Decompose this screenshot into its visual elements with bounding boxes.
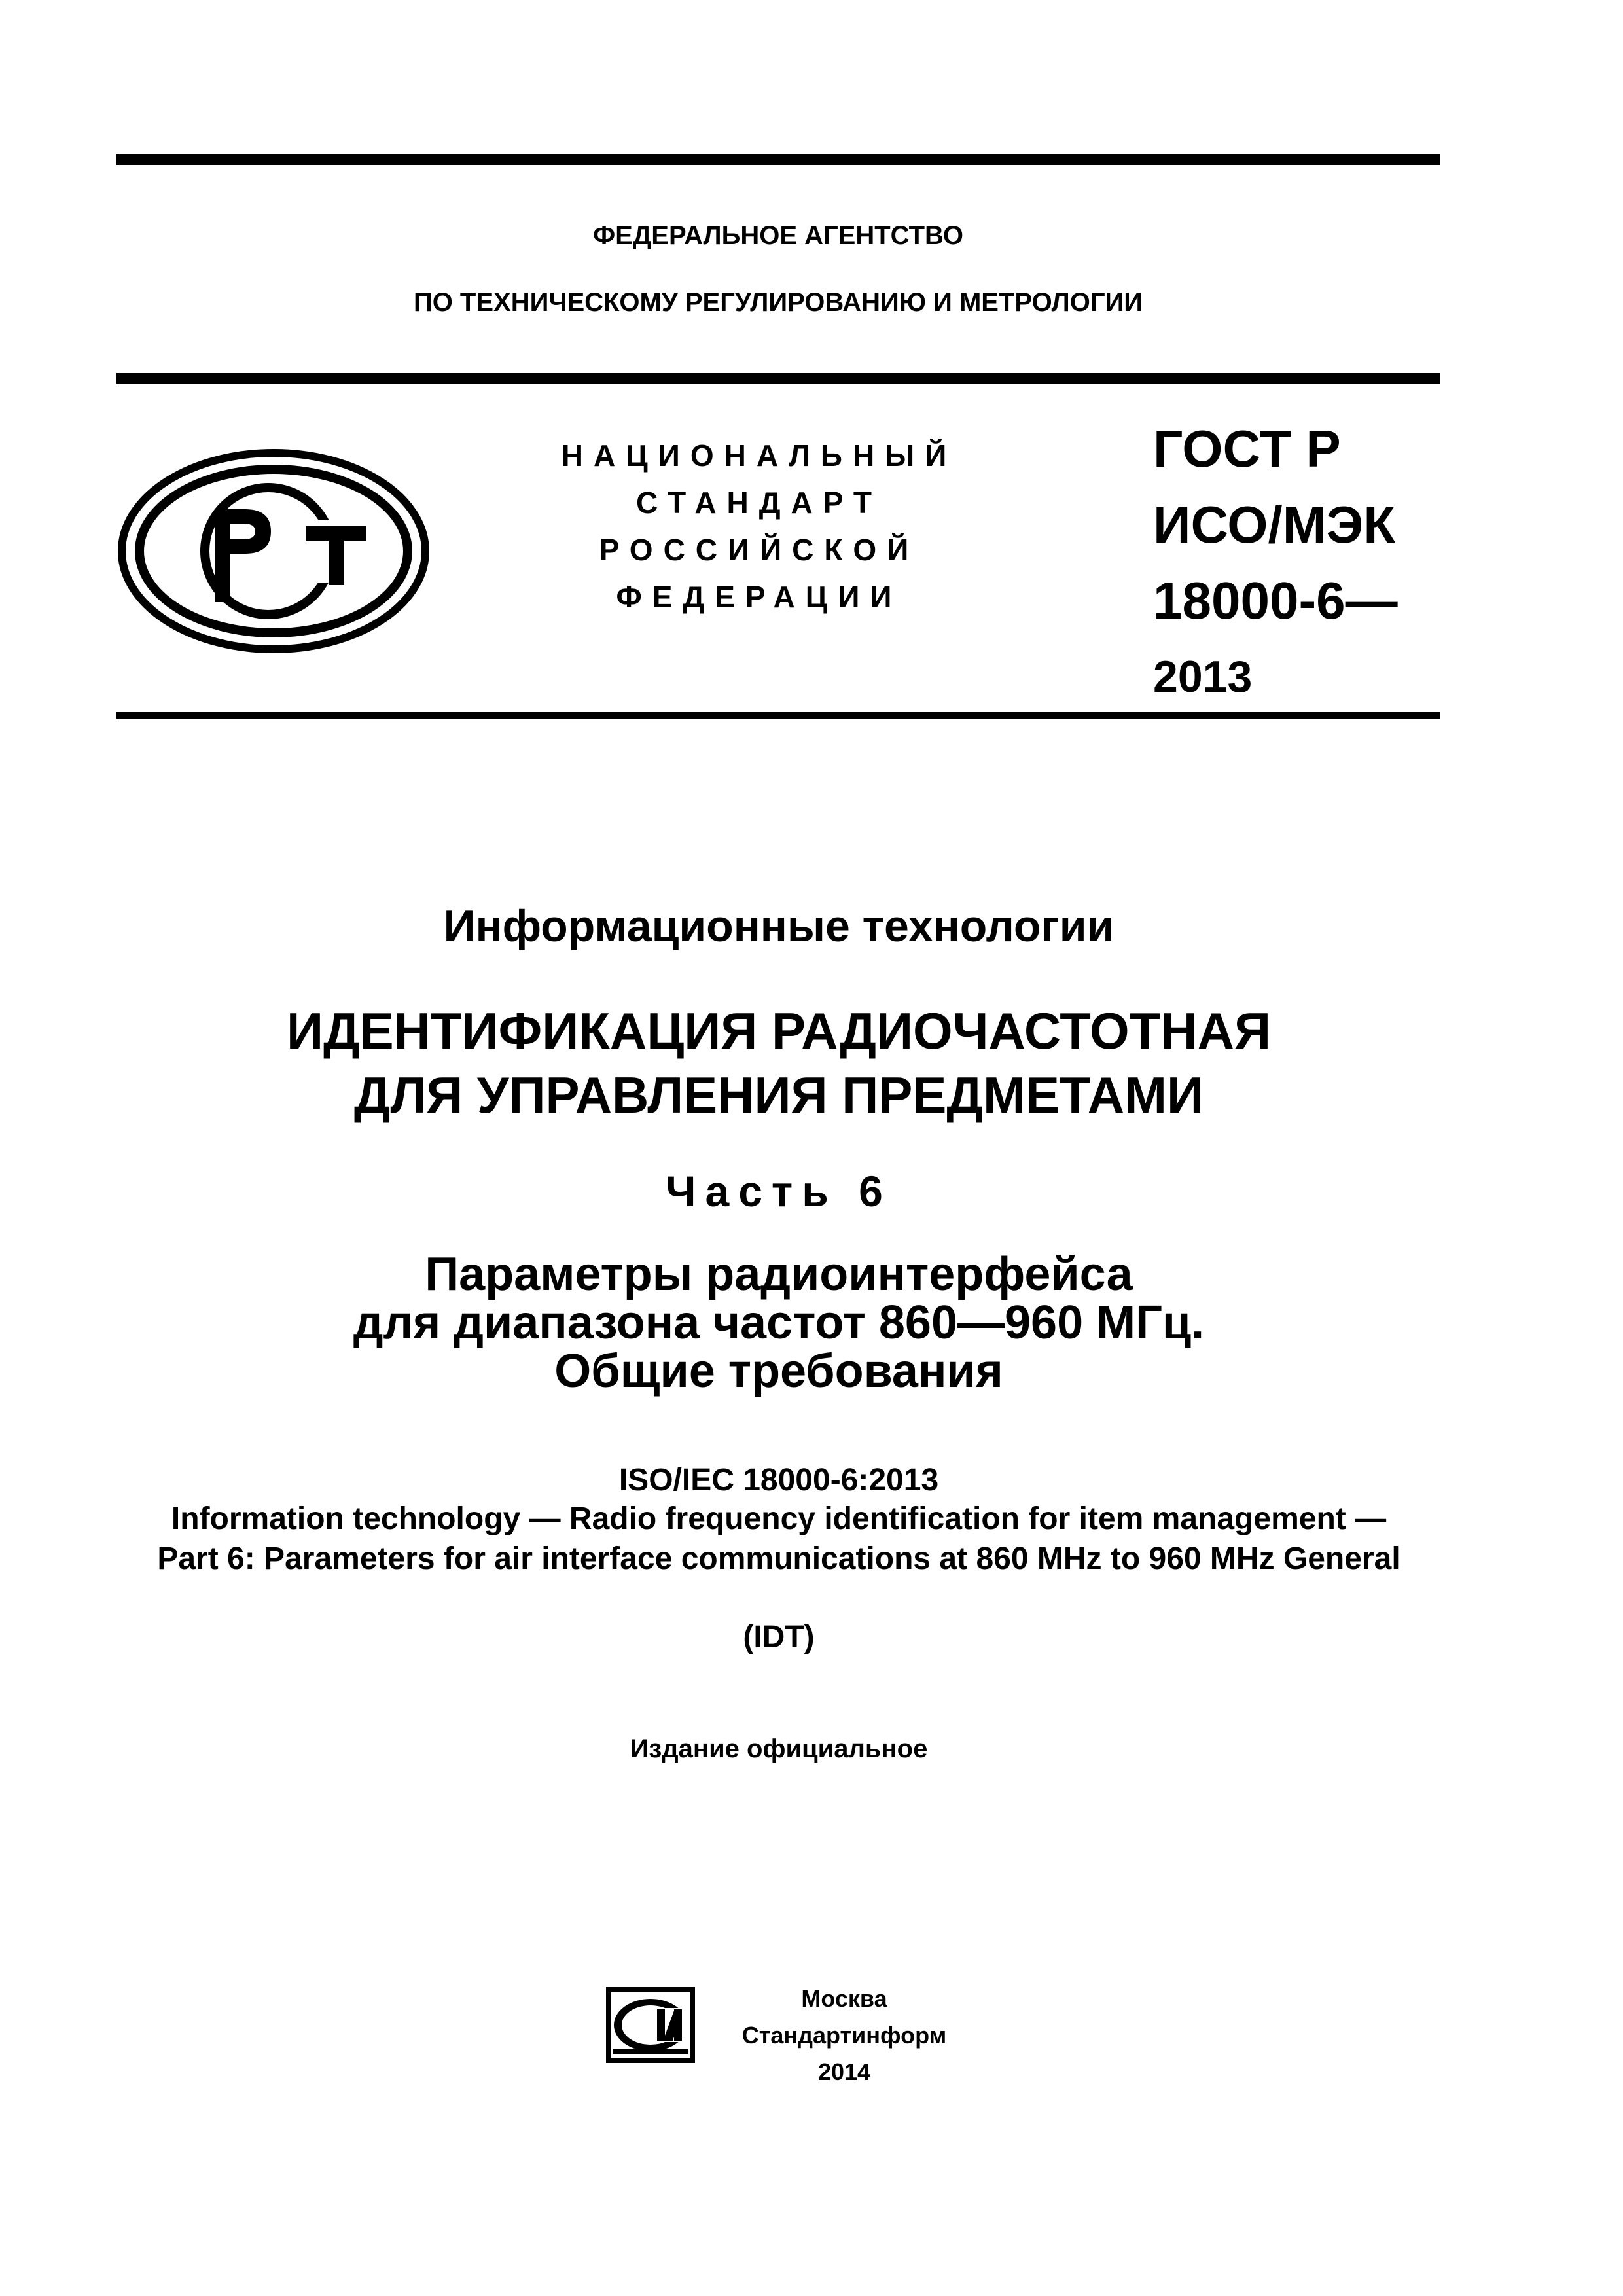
agency-name-line2: ПО ТЕХНИЧЕСКОМУ РЕГУЛИРОВАНИЮ И МЕТРОЛОГИИ [413,288,1143,317]
publisher-city: Москва [801,1985,887,2012]
main-title [65,999,1492,1127]
part-number: Часть 6 [666,1167,892,1215]
national-line: ФЕДЕРАЦИИ [616,580,902,614]
subtitle-line2: для диапазона частот 860—960 МГц. [353,1297,1205,1349]
agency-name-line1: ФЕДЕРАЛЬНОЕ АГЕНТСТВО [592,221,964,250]
standard-designation [1153,411,1398,715]
iso-code: ISO/IEC 18000-6:2013 [618,1463,939,1498]
national-line: НАЦИОНАЛЬНЫЙ [561,439,957,473]
equivalence-label: (IDT) [743,1620,815,1655]
english-title-line1: Information technology — Radio frequency identification for item management — [171,1501,1387,1536]
rst-mark-icon [116,448,431,658]
designation-line: 18000-6— [1153,571,1398,630]
subtitle-line1: Параметры радиоинтерфейса [425,1248,1133,1300]
edition-label: Издание официальное [630,1734,928,1763]
standartinform-logo-icon [605,1986,696,2068]
publisher-name: Стандартинформ [741,2022,947,2049]
designation-line: ГОСТ Р [1153,420,1341,478]
top-rule [116,154,1440,165]
field-title: Информационные технологии [443,901,1115,951]
publisher-year: 2014 [817,2058,871,2085]
english-title-line2: Part 6: Parameters for air interface communications at 860 MHz to 960 MHz General [157,1541,1400,1576]
header-rule [116,373,1440,384]
national-standard-label [524,432,995,620]
subtitle [65,1250,1492,1395]
main-title-line2: ДЛЯ УПРАВЛЕНИЯ ПРЕДМЕТАМИ [353,1066,1204,1124]
designation-line: ИСО/МЭК [1153,495,1396,554]
designation-year: 2013 [1153,652,1253,702]
publisher-info [707,1981,982,2090]
subtitle-line3: Общие требования [554,1345,1003,1397]
national-line: РОССИЙСКОЙ [599,533,919,567]
main-title-line1: ИДЕНТИФИКАЦИЯ РАДИОЧАСТОТНАЯ [286,1002,1272,1060]
national-line: СТАНДАРТ [636,486,882,520]
designation-rule [116,712,1440,719]
